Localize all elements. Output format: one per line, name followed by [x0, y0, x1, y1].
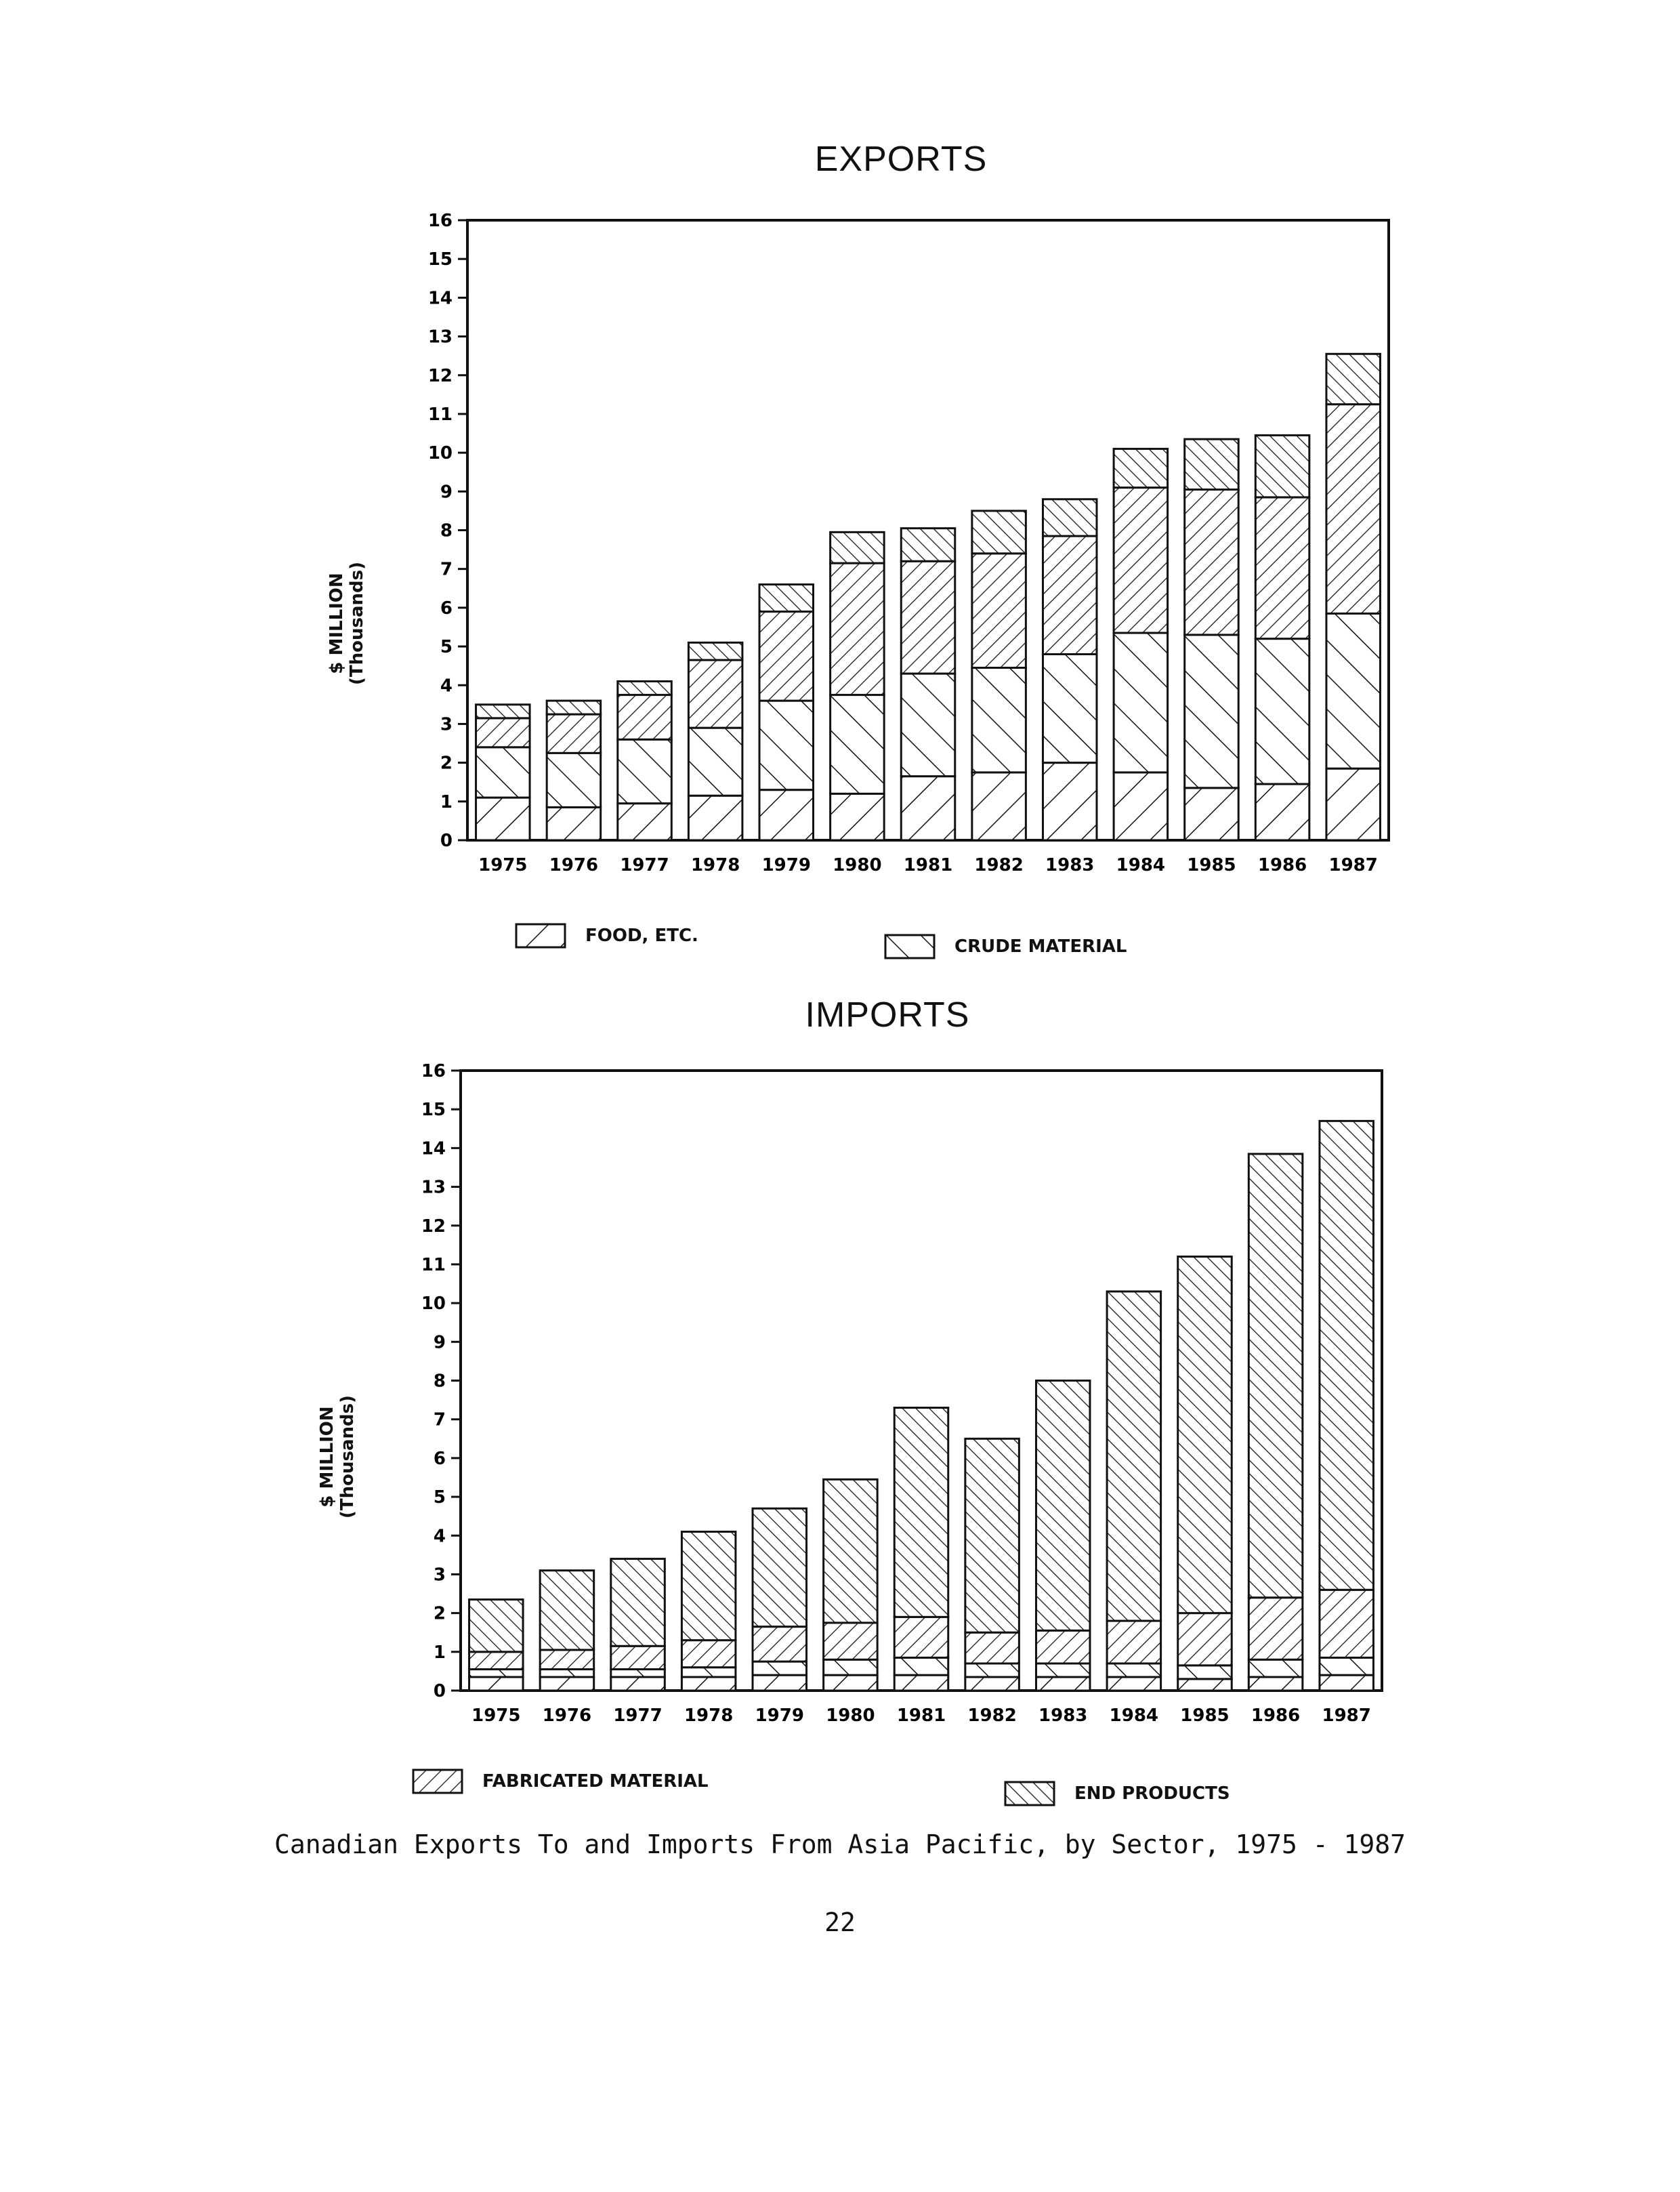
imports-legend-end-products-label: END PRODUCTS: [1074, 1783, 1230, 1804]
x-tick-label: 1981: [896, 1705, 946, 1726]
bar-segment-1980-s2: [824, 1623, 878, 1659]
bar-segment-1980-s0: [824, 1675, 878, 1691]
x-tick-label: 1975: [478, 855, 528, 875]
bar-segment-1987-s2: [1326, 405, 1381, 614]
y-tick-label: 0: [433, 1681, 446, 1701]
y-tick-label: 1: [433, 1642, 446, 1663]
y-tick-label: 12: [421, 1216, 446, 1237]
exports-chart: [406, 203, 1423, 915]
bar-segment-1982-s1: [965, 1663, 1020, 1677]
bar-segment-1975-s1: [476, 747, 530, 798]
y-tick-label: 5: [440, 637, 453, 658]
imports-y-axis-label-line1: $ MILLION: [317, 1406, 337, 1508]
y-tick-label: 7: [433, 1409, 446, 1430]
bar-segment-1977-s0: [618, 804, 672, 840]
bar-segment-1977-s1: [611, 1670, 665, 1677]
imports-title: IMPORTS: [805, 995, 970, 1035]
bar-segment-1977-s2: [611, 1646, 665, 1669]
y-tick-label: 3: [440, 714, 453, 735]
bar-segment-1987-s1: [1320, 1657, 1374, 1675]
bar-segment-1979-s1: [753, 1661, 807, 1675]
x-tick-label: 1983: [1038, 1705, 1088, 1726]
bar-segment-1978-s0: [681, 1677, 736, 1691]
bar-segment-1982-s0: [972, 772, 1026, 840]
y-tick-label: 9: [440, 482, 453, 503]
bar-segment-1976-s0: [540, 1677, 594, 1691]
x-tick-label: 1986: [1251, 1705, 1301, 1726]
x-tick-label: 1982: [974, 855, 1024, 875]
bar-segment-1981-s2: [901, 561, 955, 674]
crude-material-swatch: [884, 934, 936, 959]
bar-segment-1975-s3: [476, 705, 530, 718]
bar-segment-1981-s0: [901, 777, 955, 840]
x-tick-label: 1979: [761, 855, 811, 875]
y-tick-label: 9: [433, 1332, 446, 1353]
bar-segment-1976-s0: [547, 807, 601, 840]
bar-segment-1976-s2: [540, 1650, 594, 1670]
bar-segment-1981-s3: [894, 1408, 948, 1617]
x-tick-label: 1987: [1328, 855, 1378, 875]
x-tick-label: 1983: [1045, 855, 1095, 875]
y-tick-label: 11: [427, 404, 453, 425]
exports-legend-crude-label: CRUDE MATERIAL: [954, 936, 1127, 957]
bar-segment-1975-s2: [476, 718, 530, 747]
bar-segment-1981-s2: [894, 1617, 948, 1657]
bar-segment-1975-s0: [476, 798, 530, 840]
y-tick-label: 7: [440, 559, 453, 580]
bar-segment-1986-s3: [1248, 1154, 1303, 1598]
x-tick-label: 1984: [1116, 855, 1166, 875]
x-tick-label: 1977: [613, 1705, 663, 1726]
bar-segment-1977-s1: [618, 739, 672, 803]
bar-segment-1983-s2: [1043, 536, 1097, 654]
figure-caption: Canadian Exports To and Imports From Asia Pacific, by Sector, 1975 - 1987: [274, 1829, 1406, 1859]
y-tick-label: 6: [440, 598, 453, 619]
bar-segment-1987-s2: [1320, 1590, 1374, 1657]
bar-segment-1986-s3: [1255, 435, 1309, 497]
y-tick-label: 5: [433, 1487, 446, 1508]
bar-segment-1987-s0: [1320, 1675, 1374, 1691]
x-tick-label: 1984: [1109, 1705, 1159, 1726]
x-tick-label: 1985: [1187, 855, 1236, 875]
x-tick-label: 1977: [620, 855, 669, 875]
bar-segment-1976-s3: [547, 701, 601, 714]
bar-segment-1983-s0: [1043, 763, 1097, 840]
bar-segment-1982-s1: [972, 668, 1026, 772]
bar-segment-1978-s2: [681, 1640, 736, 1668]
imports-legend-fabricated-label: FABRICATED MATERIAL: [482, 1771, 709, 1792]
bar-segment-1983-s1: [1043, 655, 1097, 763]
imports-legend-fabricated: [412, 1769, 709, 1794]
bar-segment-1986-s2: [1248, 1598, 1303, 1660]
x-tick-label: 1981: [903, 855, 953, 875]
x-tick-label: 1976: [549, 855, 599, 875]
y-tick-label: 2: [433, 1603, 446, 1624]
x-tick-label: 1982: [967, 1705, 1017, 1726]
bar-segment-1979-s3: [759, 585, 814, 612]
bar-segment-1984-s2: [1114, 488, 1168, 633]
x-tick-label: 1980: [826, 1705, 875, 1726]
imports-chart: [400, 1054, 1416, 1765]
bar-segment-1977-s2: [618, 695, 672, 740]
bar-segment-1981-s0: [894, 1675, 948, 1691]
bar-segment-1981-s1: [901, 674, 955, 777]
imports-legend-end-products: [1004, 1781, 1230, 1806]
y-tick-label: 14: [427, 288, 453, 309]
bar-segment-1983-s2: [1036, 1630, 1090, 1663]
bar-segment-1979-s0: [759, 790, 814, 840]
bar-segment-1980-s1: [831, 695, 885, 794]
bar-segment-1984-s0: [1114, 772, 1168, 840]
bar-segment-1982-s3: [965, 1439, 1020, 1632]
y-tick-label: 0: [440, 831, 453, 851]
food-swatch: [515, 923, 566, 949]
x-tick-label: 1978: [684, 1705, 734, 1726]
bar-segment-1978-s3: [681, 1532, 736, 1640]
bar-segment-1978-s1: [681, 1668, 736, 1677]
bar-segment-1977-s0: [611, 1677, 665, 1691]
exports-title: EXPORTS: [814, 140, 988, 179]
bar-segment-1984-s0: [1107, 1677, 1161, 1691]
bar-segment-1976-s2: [547, 714, 601, 753]
bar-segment-1986-s0: [1248, 1677, 1303, 1691]
bar-segment-1985-s0: [1185, 788, 1239, 840]
y-tick-label: 12: [427, 365, 453, 386]
y-tick-label: 1: [440, 791, 453, 812]
bar-segment-1980-s0: [831, 793, 885, 840]
bar-segment-1980-s2: [831, 563, 885, 695]
bar-segment-1981-s1: [894, 1657, 948, 1675]
x-tick-label: 1975: [471, 1705, 521, 1726]
bar-segment-1976-s1: [540, 1670, 594, 1677]
bar-segment-1986-s1: [1248, 1659, 1303, 1677]
bar-segment-1987-s3: [1326, 354, 1381, 404]
exports-y-axis-label-line2: (Thousands): [347, 562, 367, 685]
bar-segment-1976-s1: [547, 753, 601, 807]
y-tick-label: 11: [421, 1254, 446, 1275]
bar-segment-1980-s3: [824, 1479, 878, 1623]
bar-segment-1979-s1: [759, 701, 814, 790]
bar-segment-1979-s3: [753, 1508, 807, 1626]
y-tick-label: 3: [433, 1565, 446, 1586]
bar-segment-1979-s2: [759, 612, 814, 701]
x-tick-label: 1986: [1257, 855, 1307, 875]
bar-segment-1984-s1: [1114, 633, 1168, 772]
y-tick-label: 14: [421, 1138, 446, 1159]
end-products-swatch: [1004, 1781, 1055, 1806]
x-tick-label: 1978: [690, 855, 740, 875]
x-tick-label: 1987: [1322, 1705, 1371, 1726]
bar-segment-1978-s0: [688, 795, 742, 840]
bar-segment-1979-s2: [753, 1627, 807, 1661]
y-tick-label: 4: [440, 676, 453, 697]
y-tick-label: 16: [421, 1061, 446, 1081]
bar-segment-1984-s3: [1107, 1291, 1161, 1621]
y-tick-label: 6: [433, 1448, 446, 1469]
bar-segment-1978-s3: [688, 642, 742, 660]
bar-segment-1982-s2: [972, 554, 1026, 668]
imports-y-axis-label: [317, 1321, 358, 1592]
fabricated-material-swatch: [412, 1769, 463, 1794]
y-tick-label: 16: [427, 211, 453, 231]
y-tick-label: 4: [433, 1526, 446, 1547]
bar-segment-1977-s3: [618, 682, 672, 695]
y-tick-label: 2: [440, 753, 453, 774]
bar-segment-1986-s0: [1255, 784, 1309, 840]
bar-segment-1984-s3: [1114, 449, 1168, 487]
exports-y-axis-label-line1: $ MILLION: [327, 573, 347, 674]
bar-segment-1975-s2: [469, 1652, 524, 1670]
bar-segment-1983-s1: [1036, 1663, 1090, 1677]
bar-segment-1984-s1: [1107, 1663, 1161, 1677]
y-tick-label: 10: [427, 443, 453, 464]
bar-segment-1983-s3: [1036, 1381, 1090, 1631]
bar-segment-1984-s2: [1107, 1621, 1161, 1663]
y-tick-label: 8: [440, 520, 453, 541]
bar-segment-1975-s0: [469, 1677, 524, 1691]
bar-segment-1985-s2: [1185, 489, 1239, 634]
bar-segment-1985-s3: [1178, 1257, 1232, 1613]
y-tick-label: 10: [421, 1294, 446, 1315]
x-tick-label: 1980: [833, 855, 882, 875]
bar-segment-1983-s0: [1036, 1677, 1090, 1691]
bar-segment-1975-s3: [469, 1600, 524, 1652]
bar-segment-1982-s0: [965, 1677, 1020, 1691]
bar-segment-1978-s1: [688, 728, 742, 795]
y-tick-label: 15: [427, 249, 453, 270]
exports-legend-food-label: FOOD, ETC.: [585, 926, 698, 946]
bar-segment-1977-s3: [611, 1559, 665, 1647]
y-tick-label: 8: [433, 1371, 446, 1392]
bar-segment-1986-s2: [1255, 497, 1309, 639]
bar-segment-1981-s3: [901, 529, 955, 562]
bar-segment-1978-s2: [688, 660, 742, 728]
bar-segment-1982-s3: [972, 511, 1026, 554]
bar-segment-1987-s3: [1320, 1121, 1374, 1590]
y-tick-label: 13: [427, 327, 453, 348]
bar-segment-1985-s0: [1178, 1679, 1232, 1691]
bar-segment-1987-s0: [1326, 768, 1381, 840]
bar-segment-1975-s1: [469, 1670, 524, 1677]
bar-segment-1983-s3: [1043, 499, 1097, 536]
y-tick-label: 13: [421, 1177, 446, 1198]
x-tick-label: 1979: [755, 1705, 804, 1726]
bar-segment-1985-s3: [1185, 439, 1239, 489]
bar-segment-1985-s1: [1178, 1666, 1232, 1679]
exports-legend-crude: [884, 934, 1127, 959]
y-tick-label: 15: [421, 1100, 446, 1121]
exports-legend-food: [515, 923, 698, 949]
x-tick-label: 1985: [1180, 1705, 1230, 1726]
exports-y-axis-label: [327, 488, 367, 759]
x-tick-label: 1976: [542, 1705, 592, 1726]
bar-segment-1979-s0: [753, 1675, 807, 1691]
bar-segment-1980-s3: [831, 532, 885, 563]
page-number: 22: [824, 1907, 856, 1937]
bar-segment-1985-s1: [1185, 635, 1239, 788]
bar-segment-1980-s1: [824, 1659, 878, 1675]
bar-segment-1987-s1: [1326, 613, 1381, 768]
bar-segment-1985-s2: [1178, 1613, 1232, 1666]
bar-segment-1976-s3: [540, 1571, 594, 1650]
imports-y-axis-label-line2: (Thousands): [337, 1395, 358, 1518]
bar-segment-1982-s2: [965, 1632, 1020, 1663]
bar-segment-1986-s1: [1255, 639, 1309, 784]
